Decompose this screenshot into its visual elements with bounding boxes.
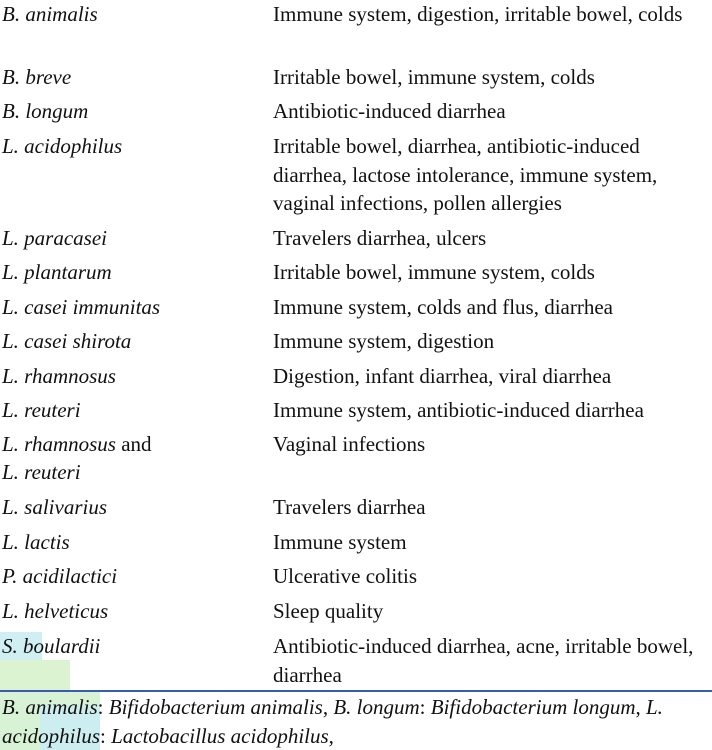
footnote-abbrev: L. acidophilus [2,695,663,748]
strain-cell: L. reuteri [2,398,81,422]
uses-cell: Ulcerative colitis [273,564,418,588]
footnote-sep: : [100,724,112,748]
footnote-sep: , [328,724,334,748]
strain-cell: L. plantarum [2,260,112,284]
uses-cell: Irritable bowel, immune system, colds [273,260,595,284]
strain-name: L. rhamnosus [2,432,116,456]
uses-cell: Travelers diarrhea [273,495,426,519]
uses-cell: Immune system, digestion, irritable bowel, colds [273,2,683,26]
uses-cell: Vaginal infections [273,432,426,456]
table-footnote [2,693,708,750]
strain-cell: L. casei immunitas [2,295,161,319]
strain-cell [2,430,267,486]
strain-cell: B. breve [2,65,72,89]
uses-cell: Sleep quality [273,599,384,623]
footnote-sep: , [635,695,646,719]
uses-cell: Immune system, colds and flus, diarrhea [273,295,613,319]
uses-cell: Antibiotic-induced diarrhea [273,99,506,123]
strain-cell: L. casei shirota [2,329,132,353]
watermark-block [0,660,70,690]
strain-cell: S. boulardii [2,634,101,658]
footnote-abbrev: B. animalis [2,695,98,719]
strain-cell: L. helveticus [2,599,109,623]
footnote-expansion: Lactobacillus acidophilus [111,724,329,748]
table-bottom-rule [0,690,712,692]
footnote-abbrev: B. longum [333,695,420,719]
uses-cell: Immune system [273,530,407,554]
uses-cell: Immune system, digestion [273,329,495,353]
strain-cell: P. acidilactici [2,564,118,588]
footnote-sep: : [97,695,109,719]
strain-cell: L. rhamnosus [2,364,116,388]
uses-cell: Antibiotic-induced diarrhea, acne, irritable bowel, diarrhea [273,634,694,687]
strain-cell: B. animalis [2,2,98,26]
strain-cell: L. lactis [2,530,70,554]
footnote-sep: , [322,695,334,719]
strain-cell: B. longum [2,99,89,123]
strain-join: and [115,432,152,456]
strain-cell: L. salivarius [2,495,108,519]
strain-cell: L. acidophilus [2,134,123,158]
strain-name: L. reuteri [2,460,81,484]
uses-cell: Digestion, infant diarrhea, viral diarrhea [273,364,612,388]
strain-cell: L. paracasei [2,226,107,250]
uses-cell: Irritable bowel, immune system, colds [273,65,595,89]
footnote-expansion: Bifidobacterium animalis [108,695,323,719]
uses-cell: Irritable bowel, diarrhea, antibiotic-induced diarrhea, lactose intolerance, immune system, vaginal infections, pollen allergies [273,134,658,215]
footnote-expansion: Bifidobacterium longum [430,695,636,719]
footnote-sep: : [419,695,431,719]
uses-cell: Travelers diarrhea, ulcers [273,226,487,250]
uses-cell: Immune system, antibiotic-induced diarrhea [273,398,644,422]
